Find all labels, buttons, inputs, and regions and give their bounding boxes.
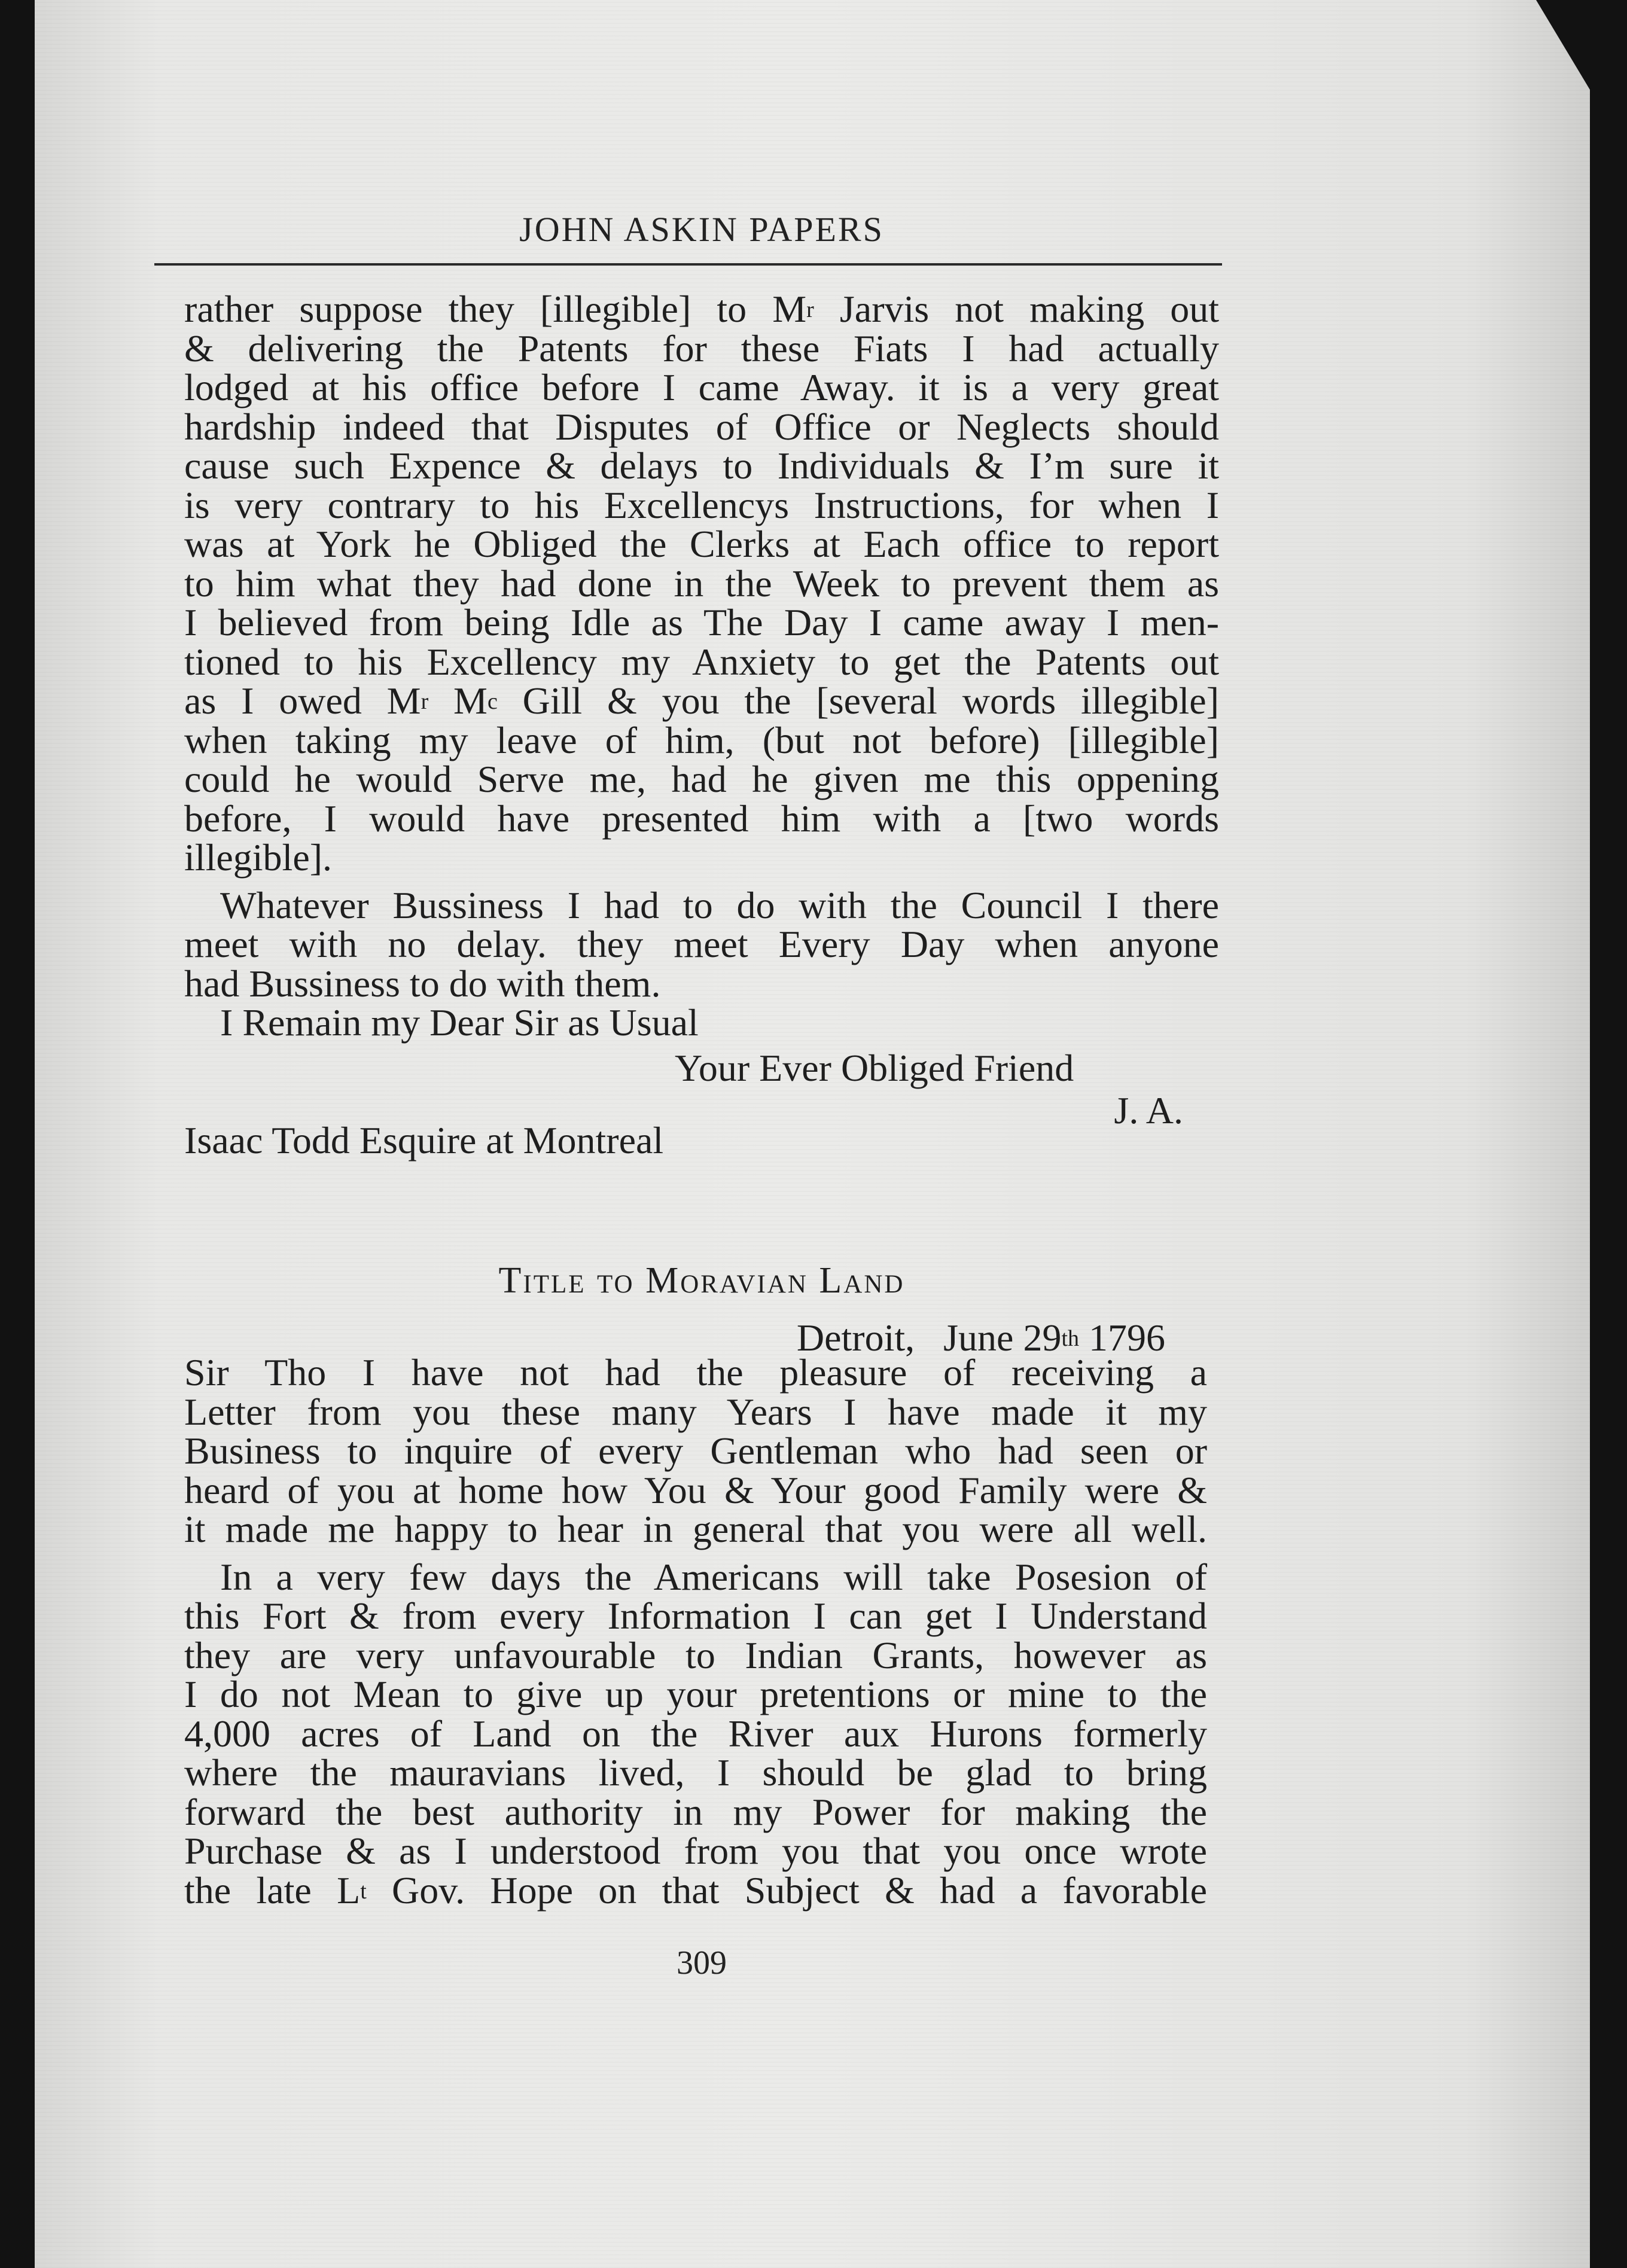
letter-1-paragraph-2: [184, 883, 1219, 1005]
text-line: illegible].: [184, 836, 333, 879]
text-line: to him what they had done in the Week to prevent them as: [184, 562, 1219, 605]
letter-2-paragraph-2: [184, 1557, 1207, 1910]
text-line: could he would Serve me, had he given me this oppening: [184, 758, 1219, 800]
text-line: it made me happy to hear in general that you were all well.: [184, 1508, 1207, 1550]
page-number: 309: [677, 1944, 727, 1982]
text-line: when taking my leave of him, (but not before) [illegible]: [184, 718, 1219, 761]
dateline: Detroit, June 29th 1796: [796, 1316, 1165, 1359]
text-line: tioned to his Excellency my Anxiety to get the Patents out: [184, 640, 1219, 683]
letter-1-addressee: Isaac Todd Esquire at Montreal: [184, 1118, 664, 1162]
book-page: [35, 0, 1590, 2268]
text-line: before, I would have presented him with a [two words: [184, 797, 1219, 840]
letter-1-closing: I Remain my Dear Sir as Usual: [220, 1001, 699, 1044]
running-header: JOHN ASKIN PAPERS: [519, 210, 884, 249]
text-line: cause such Expence & delays to Individuals & I’m sure it: [184, 444, 1219, 487]
letter-1-body: [184, 289, 1219, 1160]
letter-2-paragraph-1: [184, 1353, 1207, 1549]
section-title: Title to Moravian Land: [498, 1260, 905, 1301]
letter-1-initials: J. A.: [1114, 1089, 1183, 1132]
text-line: as I owed $M^r$ $M^c$ Gill & you the [several words illegible]: [184, 679, 1220, 722]
text-line: Sir Tho I have not had the pleasure of receiving a: [184, 1351, 1207, 1394]
text-line: Letter from you these many Years I have made it my: [184, 1390, 1207, 1433]
text-line: where the mauravians lived, I should be glad to bring: [184, 1751, 1207, 1794]
text-line: this Fort & from every Information I can get I Understand: [184, 1595, 1207, 1637]
text-line: meet with no delay. they meet Every Day when anyone: [184, 923, 1219, 965]
page-corner-fold: [1536, 0, 1590, 90]
header-rule: [154, 263, 1222, 266]
text-line: I believed from being Idle as The Day I came away I men-: [184, 601, 1219, 644]
text-line: & delivering the Patents for these Fiats I had actually: [184, 327, 1219, 370]
text-line: Purchase & as I understood from you that you once wrote: [184, 1830, 1207, 1872]
text-line: they are very unfavourable to Indian Grants, however as: [184, 1633, 1207, 1676]
text-line: In a very few days the Americans will take Posesion of: [220, 1555, 1207, 1598]
letter-1-signoff: Your Ever Obliged Friend: [675, 1046, 1074, 1089]
text-line: the late $L^t$ Gov. Hope on that Subject & had a favorable: [184, 1868, 1208, 1912]
text-line: was at York he Obliged the Clerks at Each office to report: [184, 523, 1219, 565]
text-line: had Bussiness to do with them.: [184, 962, 661, 1005]
letter-1-paragraph-1: [184, 289, 1219, 877]
text-line: rather suppose they [illegible] to $M^r$ Jarvis not making out: [184, 288, 1219, 330]
text-line: I do not Mean to give up your pretentions or mine to the: [184, 1673, 1207, 1715]
text-line: Business to inquire of every Gentleman who had seen or: [184, 1429, 1207, 1472]
text-line: Whatever Bussiness I had to do with the Council I there: [220, 883, 1219, 926]
text-line: forward the best authority in my Power for making the: [184, 1790, 1207, 1833]
text-line: hardship indeed that Disputes of Office or Neglects should: [184, 405, 1219, 448]
letter-2-body: [184, 1353, 1207, 1910]
text-line: lodged at his office before I came Away. it is a very great: [184, 366, 1219, 409]
text-line: heard of you at home how You & Your good Family were &: [184, 1468, 1207, 1511]
text-line: 4,000 acres of Land on the River aux Hurons formerly: [184, 1712, 1207, 1755]
text-line: is very contrary to his Excellencys Instructions, for when I: [184, 483, 1219, 526]
